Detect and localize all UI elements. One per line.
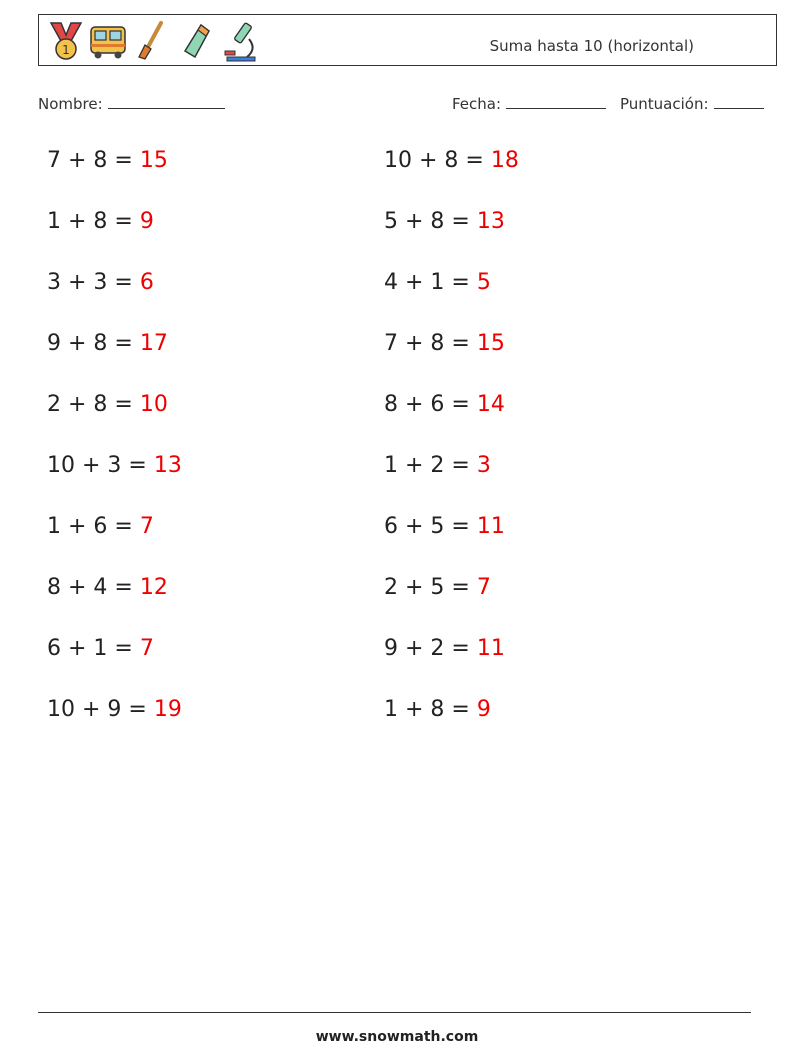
problem-answer: 15 (476, 331, 505, 356)
problem-question: 1 + 6 = (47, 514, 133, 539)
problem-question: 2 + 8 = (47, 392, 133, 417)
problem-question: 7 + 8 = (47, 148, 133, 173)
problem-question: 1 + 2 = (384, 453, 470, 478)
school-bus-icon (87, 19, 129, 63)
problem-answer: 3 (476, 453, 491, 478)
problem-answer: 10 (139, 392, 168, 417)
problem-item (47, 453, 182, 478)
worksheet-header (38, 14, 777, 66)
problem-answer: 9 (476, 697, 491, 722)
problem-item (384, 331, 505, 356)
problem-answer: 13 (153, 453, 182, 478)
problem-question: 5 + 8 = (384, 209, 470, 234)
problem-question: 6 + 1 = (47, 636, 133, 661)
problem-item (384, 209, 505, 234)
microscope-icon (219, 19, 261, 63)
score-label: Puntuación: (620, 95, 709, 113)
problem-item (47, 270, 154, 295)
problem-answer: 19 (153, 697, 182, 722)
problem-question: 10 + 9 = (47, 697, 147, 722)
problem-question: 1 + 8 = (47, 209, 133, 234)
problem-question: 9 + 2 = (384, 636, 470, 661)
problem-answer: 7 (139, 514, 154, 539)
problem-answer: 9 (139, 209, 154, 234)
problem-answer: 12 (139, 575, 168, 600)
footer-divider (38, 1012, 751, 1013)
problem-answer: 6 (139, 270, 154, 295)
problem-answer: 11 (476, 636, 505, 661)
problem-question: 10 + 8 = (384, 148, 484, 173)
svg-text:1: 1 (62, 43, 70, 57)
worksheet-title: Suma hasta 10 (horizontal) (489, 37, 694, 55)
problem-item (384, 392, 505, 417)
medal-icon (45, 19, 87, 63)
problem-question: 6 + 5 = (384, 514, 470, 539)
name-label: Nombre: (38, 95, 103, 113)
date-blank-line (506, 94, 606, 109)
problem-item (47, 636, 154, 661)
name-blank-line (108, 94, 225, 109)
problem-question: 3 + 3 = (47, 270, 133, 295)
score-blank-line (714, 94, 764, 109)
problem-item (384, 636, 505, 661)
problem-answer: 11 (476, 514, 505, 539)
problem-item (384, 697, 491, 722)
problem-item (384, 575, 491, 600)
problem-question: 7 + 8 = (384, 331, 470, 356)
problem-item (47, 697, 182, 722)
problem-item (47, 514, 154, 539)
score-field (620, 94, 764, 113)
problem-item (47, 148, 168, 173)
problem-question: 9 + 8 = (47, 331, 133, 356)
problem-answer: 14 (476, 392, 505, 417)
problem-item (47, 392, 168, 417)
problem-item (384, 453, 491, 478)
problem-answer: 18 (490, 148, 519, 173)
problem-item (47, 575, 168, 600)
problem-answer: 7 (139, 636, 154, 661)
problem-item (384, 270, 491, 295)
name-field (38, 94, 225, 113)
date-field (452, 94, 606, 113)
problem-question: 4 + 1 = (384, 270, 470, 295)
problem-answer: 13 (476, 209, 505, 234)
problem-item (47, 209, 154, 234)
highlighter-icon (175, 19, 217, 63)
paintbrush-icon (131, 19, 173, 63)
problem-answer: 17 (139, 331, 168, 356)
problem-answer: 7 (476, 575, 491, 600)
problem-question: 2 + 5 = (384, 575, 470, 600)
problem-item (384, 148, 519, 173)
problem-question: 8 + 6 = (384, 392, 470, 417)
footer-site-link[interactable]: www.snowmath.com (315, 1029, 479, 1045)
problem-question: 8 + 4 = (47, 575, 133, 600)
problem-question: 1 + 8 = (384, 697, 470, 722)
date-label: Fecha: (452, 95, 502, 113)
problem-answer: 15 (139, 148, 168, 173)
problem-item (384, 514, 505, 539)
problem-answer: 5 (476, 270, 491, 295)
problem-question: 10 + 3 = (47, 453, 147, 478)
problem-item (47, 331, 168, 356)
